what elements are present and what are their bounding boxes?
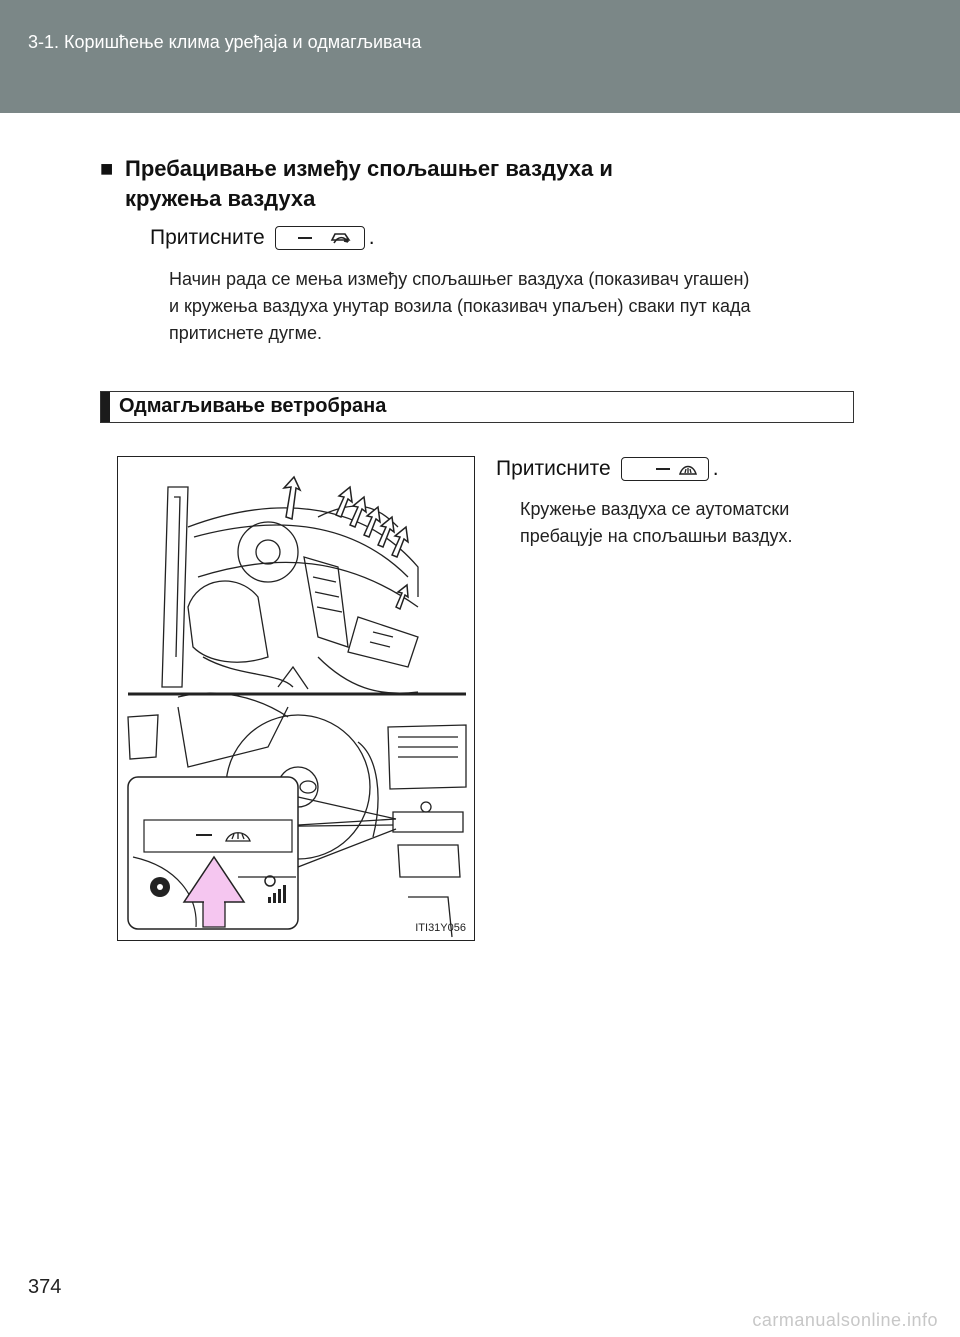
description-line: пребацује на спољашњи ваздух. — [520, 526, 793, 546]
description-defrost — [520, 496, 850, 550]
press-instruction-defrost — [496, 457, 719, 481]
section-bar-heading — [100, 391, 854, 423]
illustration-code: ITI31Y056 — [415, 922, 466, 934]
description-line: Кружење ваздуха се аутоматски — [520, 499, 790, 519]
air-recirculation-icon — [328, 230, 354, 246]
page-number: 374 — [28, 1276, 62, 1298]
defrost-button[interactable] — [621, 457, 709, 481]
defrost-illustration — [117, 456, 475, 941]
section-heading-line1: Пребацивање између спољашњег ваздуха и — [125, 156, 613, 181]
description-recirc — [169, 266, 869, 347]
recirc-button[interactable] — [275, 226, 365, 250]
description-line: притиснете дугме. — [169, 323, 322, 343]
heading-accent-bar — [101, 392, 110, 422]
chapter-title: 3-1. Коришћење клима уређаја и одмагљивача — [28, 32, 422, 52]
press-instruction-recirc — [150, 226, 375, 250]
press-prefix: Притисните — [150, 226, 265, 249]
page-header — [0, 0, 960, 113]
indicator-dash — [656, 468, 670, 470]
section-heading-air-source — [100, 154, 740, 214]
windshield-defroster-icon — [678, 462, 698, 476]
press-suffix: . — [712, 457, 719, 480]
bullet-square: ■ — [100, 156, 114, 181]
indicator-dash — [298, 237, 312, 239]
description-line: Начин рада се мења између спољашњег ваздуха (показивач угашен) — [169, 269, 750, 289]
section-bar-title: Одмагљивање ветробрана — [119, 395, 387, 417]
press-prefix: Притисните — [496, 457, 611, 480]
description-line: и кружења ваздуха унутар возила (показивач упаљен) сваки пут када — [169, 296, 751, 316]
car-interior-drawing — [118, 457, 475, 941]
section-heading-line2: кружења ваздуха — [125, 186, 316, 211]
watermark: carmanualsonline.info — [752, 1310, 938, 1330]
press-suffix: . — [368, 226, 375, 249]
